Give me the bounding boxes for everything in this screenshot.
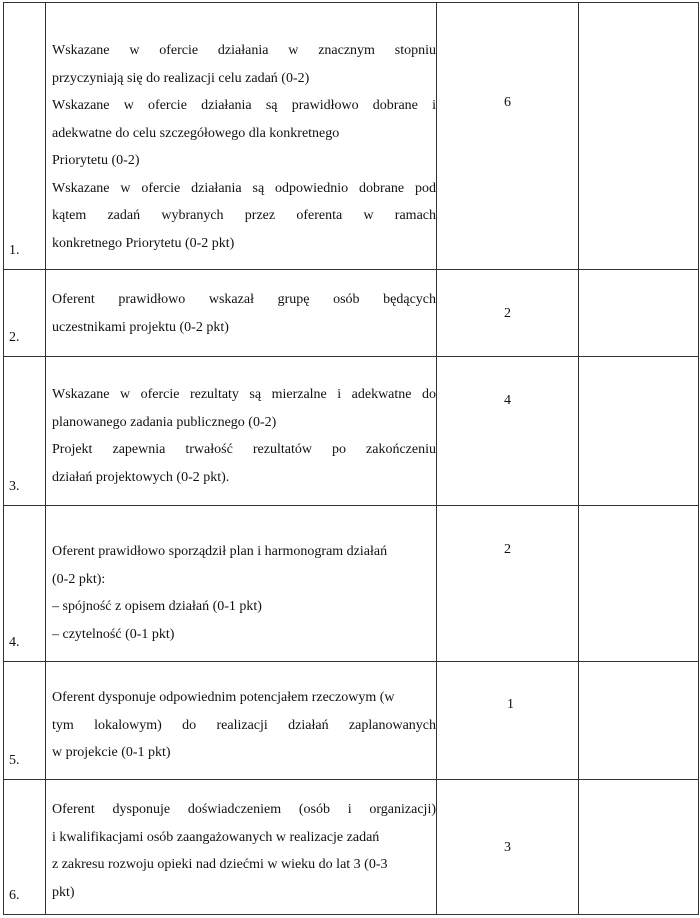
criterion-line: kątem zadań wybranych przez oferenta w ramach	[52, 208, 436, 223]
score-cell[interactable]	[579, 662, 699, 780]
criterion-line: Wskazane w ofercie rezultaty są mierzalne i adekwatne do	[52, 387, 436, 402]
table-row	[4, 780, 699, 915]
score-cell[interactable]	[579, 506, 699, 662]
criterion-line: pkt)	[52, 884, 75, 900]
criterion-line: planowanego zadania publicznego (0-2)	[52, 414, 277, 430]
criterion-line: (0-2 pkt):	[52, 571, 106, 587]
criterion-line: z zakresu rozwoju opieki nad dziećmi w wieku do lat 3 (0-3	[52, 857, 388, 872]
criterion-line: Wskazane w ofercie działania są odpowiednio dobrane pod	[52, 180, 436, 196]
criterion-line: konkretnego Priorytetu (0-2 pkt)	[52, 235, 235, 251]
max-points: 2	[437, 506, 579, 662]
criterion-line: uczestnikami projektu (0-2 pkt)	[52, 319, 229, 335]
max-points: 6	[437, 3, 579, 270]
criterion-line: w projekcie (0-1 pkt)	[52, 745, 171, 760]
table-row	[4, 662, 699, 780]
criterion-cell	[46, 3, 437, 270]
criterion-cell	[46, 662, 437, 780]
criterion-line: Wskazane w ofercie działania w znacznym stopniu	[52, 43, 436, 58]
criterion-line: Projekt zapewnia trwałość rezultatów po zakończeniu	[52, 442, 436, 457]
score-cell[interactable]	[579, 780, 699, 915]
criterion-line: Oferent prawidłowo sporządził plan i harmonogram działań	[52, 544, 388, 559]
criterion-cell	[46, 357, 437, 506]
scoring-table	[3, 2, 699, 915]
criterion-cell	[46, 270, 437, 357]
row-number: 5.	[4, 662, 46, 780]
table-row	[4, 506, 699, 662]
criterion-line: i kwalifikacjami osób zaangażowanych w realizacje zadań	[52, 829, 380, 845]
max-points: 2	[437, 270, 579, 357]
criterion-line: działań projektowych (0-2 pkt).	[52, 469, 230, 485]
table-row	[4, 357, 699, 506]
criterion-line: Oferent dysponuje doświadczeniem (osób i organizacji)	[52, 802, 436, 817]
criterion-line: – spójność z opisem działań (0-1 pkt)	[52, 599, 262, 614]
criterion-cell	[46, 780, 437, 915]
row-number: 3.	[4, 357, 46, 506]
row-number: 2.	[4, 270, 46, 357]
max-points: 4	[437, 357, 579, 506]
row-number: 6.	[4, 780, 46, 915]
criterion-cell	[46, 506, 437, 662]
criterion-line: – czytelność (0-1 pkt)	[52, 626, 175, 642]
table-row	[4, 3, 699, 270]
score-cell[interactable]	[579, 3, 699, 270]
row-number: 1.	[4, 3, 46, 270]
table-row	[4, 270, 699, 357]
score-cell[interactable]	[579, 270, 699, 357]
criterion-line: Priorytetu (0-2)	[52, 153, 140, 168]
score-cell[interactable]	[579, 357, 699, 506]
max-points: 3	[437, 780, 579, 915]
criterion-line: Oferent dysponuje odpowiednim potencjałem rzeczowym (w	[52, 690, 395, 705]
criterion-line: Oferent prawidłowo wskazał grupę osób będących	[52, 292, 436, 307]
criterion-line: adekwatne do celu szczegółowego dla konkretnego	[52, 125, 340, 141]
criterion-line: Wskazane w ofercie działania są prawidłowo dobrane i	[52, 98, 436, 113]
max-points: 1	[437, 662, 579, 780]
row-number: 4.	[4, 506, 46, 662]
criterion-line: przyczyniają się do realizacji celu zadań (0-2)	[52, 70, 310, 86]
criterion-line: tym lokalowym) do realizacji działań zaplanowanych	[52, 717, 436, 733]
